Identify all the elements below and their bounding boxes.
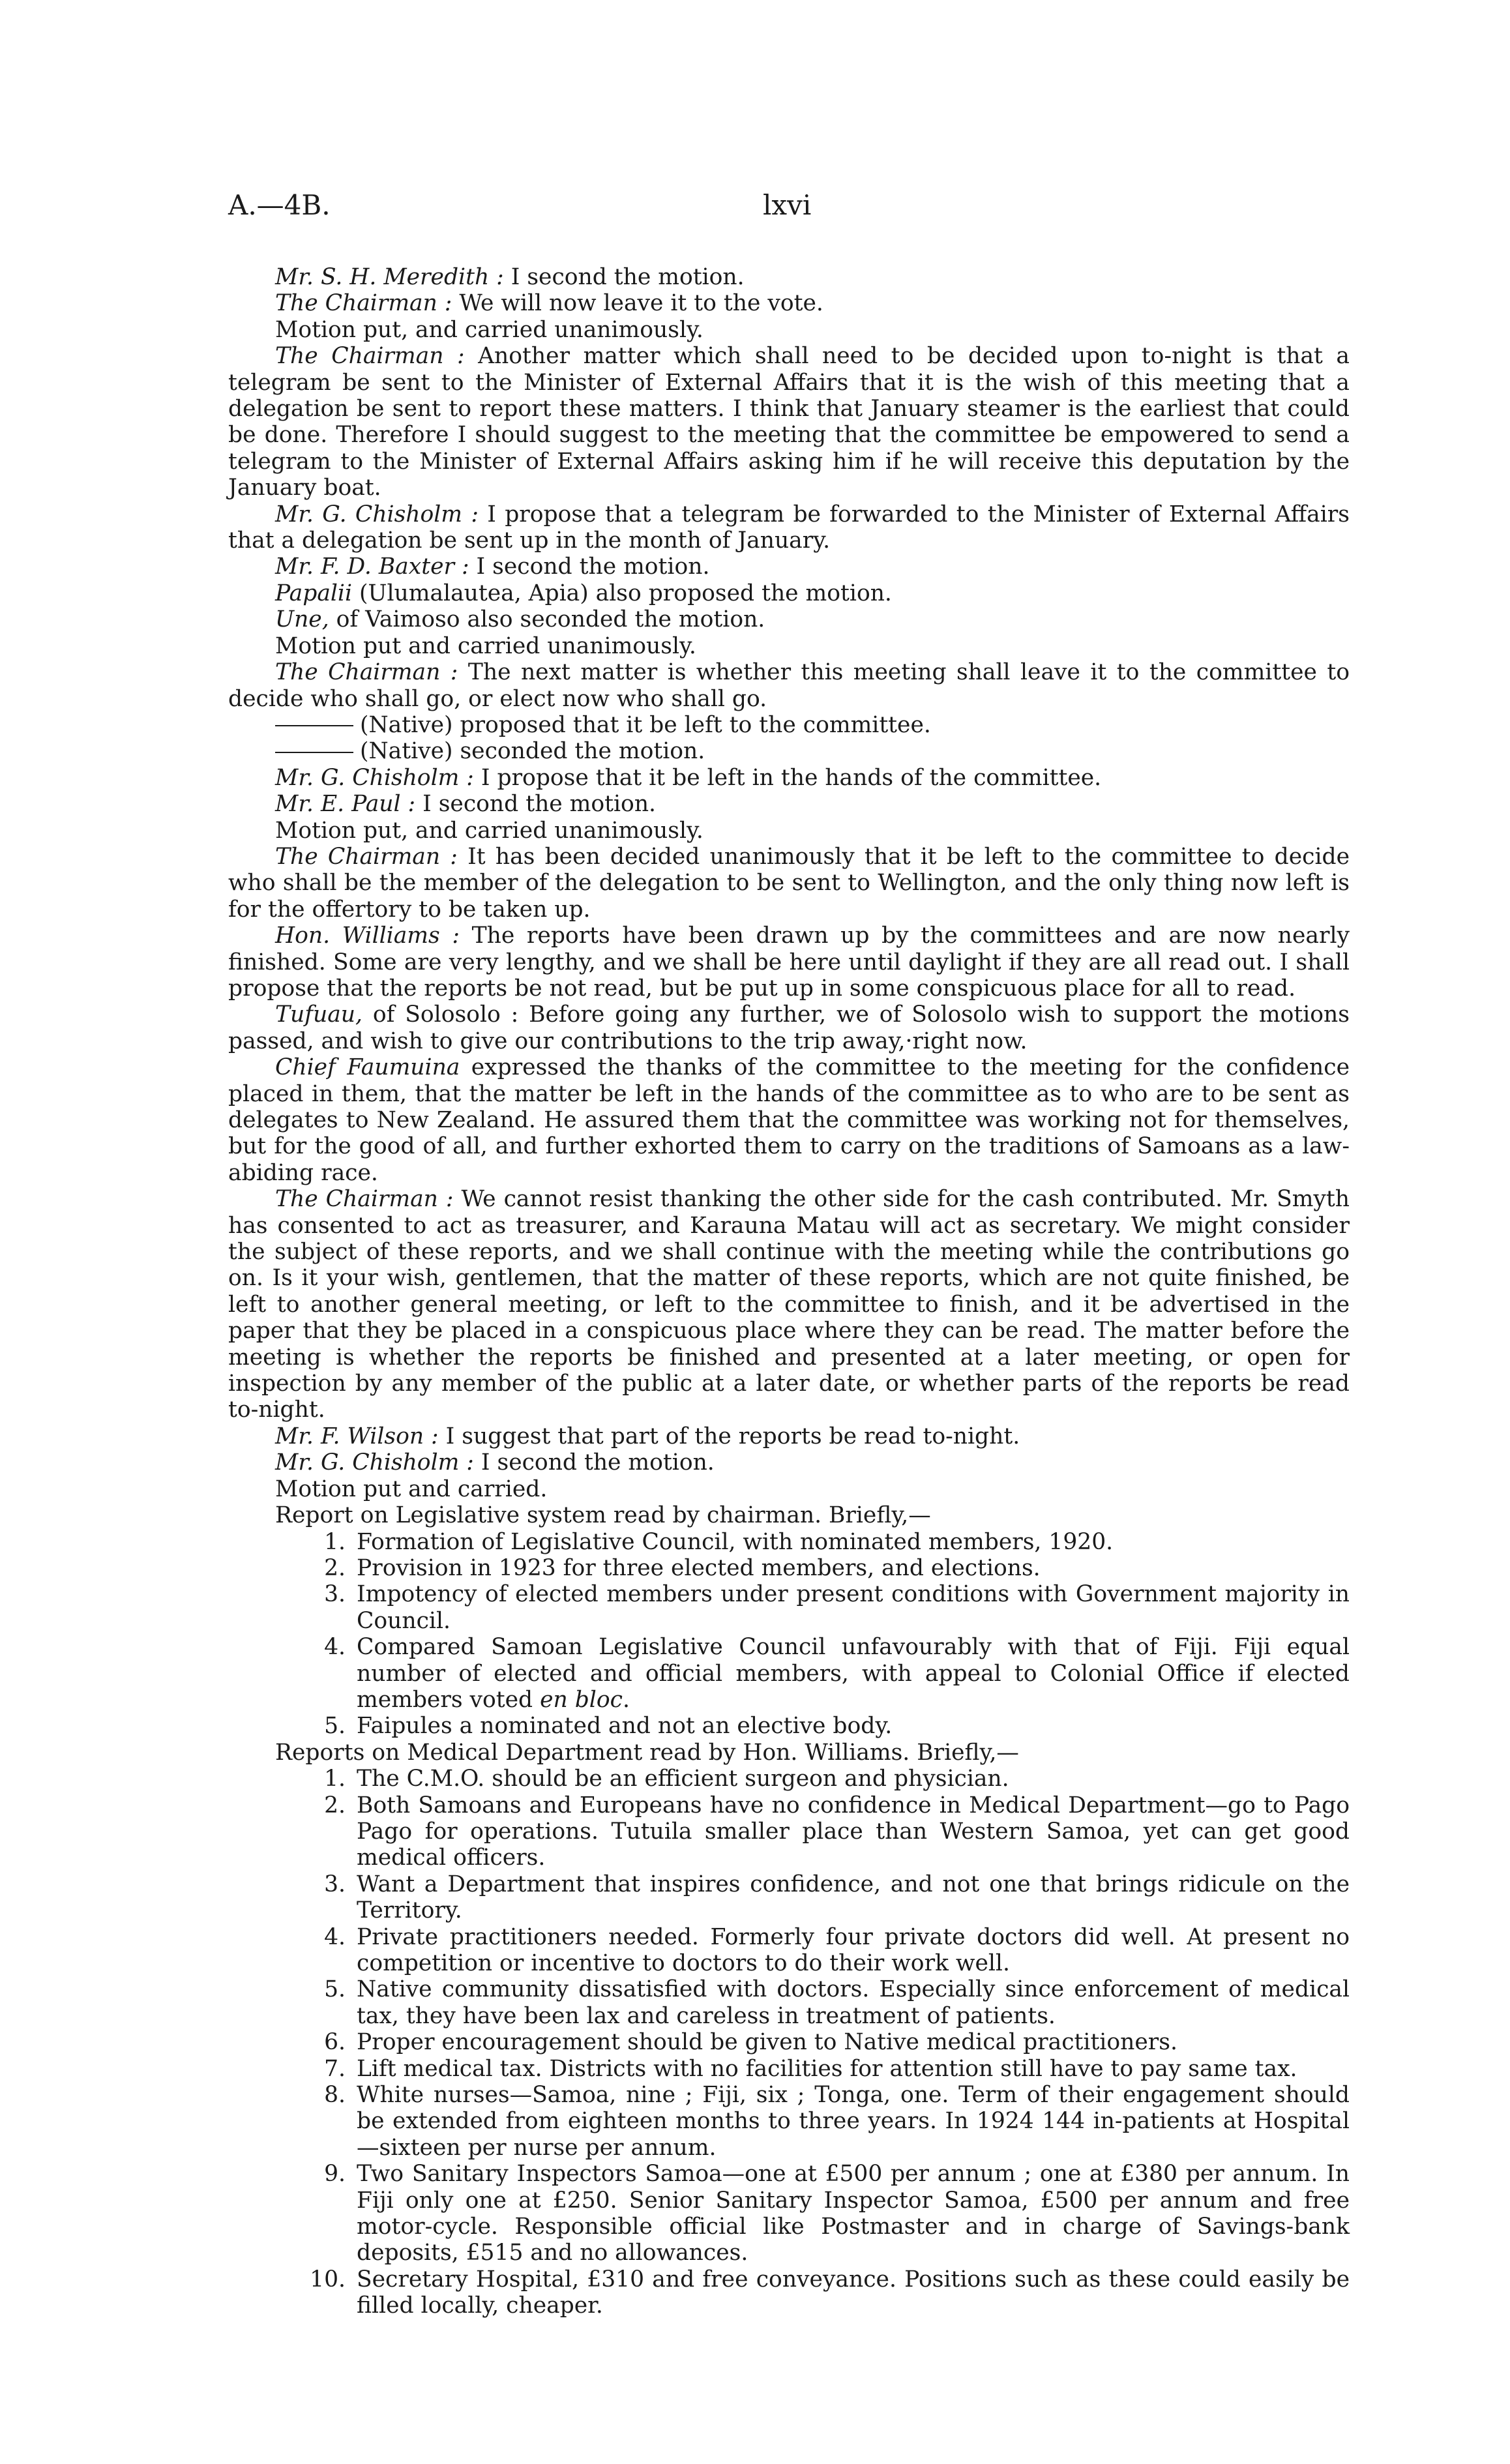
minutes-paragraph: [228, 923, 1350, 1002]
minutes-paragraph: [228, 343, 1350, 501]
item-number: 10.: [310, 2266, 346, 2293]
list-item: [228, 1871, 1350, 1924]
item-number: 3.: [324, 1871, 346, 1897]
paragraph-text: expressed the thanks of the committee to the meeting for the confidence placed in them, that the matter be left in the hands of the committee as to who are to be sent as delegates to New Zealand. He assured them that the committee was working not for themselves, but for the good of all, and further exhorted them to carry on the traditions of Samoans as a law-abiding race.: [228, 1054, 1350, 1186]
item-text: The C.M.O. should be an efficient surgeon and physician.: [357, 1766, 1009, 1792]
paragraph-text: I propose that it be left in the hands of the committee.: [473, 764, 1102, 791]
speaker-name: Mr. F. D. Baxter :: [275, 554, 469, 580]
minutes-paragraph: [228, 844, 1350, 923]
item-text: Want a Department that inspires confidence, and not one that brings ridicule on the Territory.: [357, 1871, 1350, 1924]
list-item: [228, 1634, 1350, 1713]
paragraph-text: of Vaimoso also seconded the motion.: [329, 606, 765, 633]
item-text: Formation of Legislative Council, with nominated members, 1920.: [357, 1528, 1114, 1555]
minutes-paragraph: [228, 501, 1350, 554]
speaker-name: Tufuau,: [275, 1002, 363, 1028]
item-text-tail: .: [622, 1686, 630, 1713]
minutes-paragraph: [228, 554, 1350, 580]
item-text: Lift medical tax. Districts with no facilities for attention still have to pay same tax.: [357, 2055, 1297, 2082]
item-text: White nurses—Samoa, nine ; Fiji, six ; Tonga, one. Term of their engagement should be extended from eighteen months to three years. In 1924 144 in-patients at Hospital—sixteen per nurse per annum.: [357, 2082, 1350, 2161]
list-item: [228, 1713, 1350, 1739]
item-number: 2.: [324, 1554, 346, 1581]
item-number: 5.: [324, 1713, 346, 1740]
legislative-report-list: [228, 1529, 1350, 1740]
minutes-paragraph: [228, 633, 1350, 659]
paragraph-text: I suggest that part of the reports be read to-night.: [438, 1423, 1020, 1449]
paragraph-text: Motion put and carried unanimously.: [275, 632, 696, 659]
speaker-name: Mr. G. Chisholm :: [275, 501, 479, 527]
body-text: [228, 264, 1350, 2319]
minutes-paragraph: [228, 317, 1350, 343]
list-item: [228, 2266, 1350, 2319]
list-item: [228, 2056, 1350, 2082]
list-item: [228, 1766, 1350, 1792]
speaker-name: The Chairman :: [275, 343, 465, 370]
paragraph-text: It has been decided unanimously that it be left to the committee to decide who shall be the member of the delegation to be sent to Wellington, and the only thing now left is for the offertory to be taken up.: [228, 843, 1350, 923]
item-text: Compared Samoan Legislative Council unfavourably with that of Fiji. Fiji equal number of elected and official members, with appeal to Colonial Office if elected members voted: [357, 1634, 1350, 1713]
minutes-paragraph: [228, 264, 1350, 290]
minutes-paragraph: [228, 290, 1350, 316]
list-item: [228, 1581, 1350, 1634]
item-text: Two Sanitary Inspectors Samoa—one at £500 per annum ; one at £380 per annum. In Fiji only one at £250. Senior Sanitary Inspector Samoa, £500 per annum and free motor-cycle. Responsible official like Postmaster and in charge of Savings-bank deposits, £515 and no allowances.: [357, 2161, 1350, 2266]
speaker-name: Chief Faumuina: [275, 1054, 460, 1081]
item-text: Both Samoans and Europeans have no confidence in Medical Department—go to Pago Pago for operations. Tutuila smaller place than Western Samoa, yet can get good medical officers.: [357, 1792, 1350, 1871]
paragraph-text: I second the motion.: [473, 1449, 715, 1476]
item-emphasis: en bloc: [540, 1686, 623, 1713]
item-text: Provision in 1923 for three elected members, and elections.: [357, 1554, 1041, 1581]
minutes-paragraph: [228, 606, 1350, 632]
minutes-paragraph: [228, 818, 1350, 844]
minutes-paragraph: [228, 1054, 1350, 1186]
speaker-name: Mr. F. Wilson :: [275, 1423, 439, 1449]
paragraph-text: The reports have been drawn up by the committees and are now nearly finished. Some are very lengthy, and we shall be here until daylight if they are all read out. I shall propose that the reports be not read, but be put up in some conspicuous place for all to read.: [228, 923, 1350, 1002]
list-item: [228, 2082, 1350, 2161]
item-text: Faipules a nominated and not an elective body.: [357, 1713, 893, 1740]
list-item: [228, 1555, 1350, 1581]
medical-report-intro: Reports on Medical Department read by Hon. Williams. Briefly,—: [275, 1739, 1019, 1766]
minutes-paragraph: [228, 738, 1350, 764]
list-item: [228, 1924, 1350, 1977]
speaker-name: The Chairman :: [275, 1186, 454, 1213]
item-text: Private practitioners needed. Formerly four private doctors did well. At present no competition or incentive to doctors to do their work well.: [357, 1923, 1350, 1976]
minutes-paragraph: [228, 659, 1350, 712]
minutes-paragraph: [228, 1186, 1350, 1423]
item-number: 7.: [324, 2055, 346, 2082]
paragraph-text: (Native) seconded the motion.: [360, 738, 705, 765]
speaker-name: Mr. G. Chisholm :: [275, 764, 474, 791]
medical-report-list: [228, 1766, 1350, 2319]
item-number: 8.: [324, 2082, 346, 2109]
paragraph-text: We will now leave it to the vote.: [452, 290, 823, 317]
paragraph-text: I second the motion.: [503, 264, 745, 290]
blank-name-line: [275, 725, 353, 726]
speaker-name: Hon. Williams :: [275, 923, 460, 949]
item-text: Impotency of elected members under present conditions with Government majority in Council.: [357, 1581, 1350, 1634]
item-number: 5.: [324, 1976, 346, 2003]
paragraph-text: I second the motion.: [415, 791, 657, 818]
speaker-name: Une,: [275, 606, 329, 633]
page-number: lxvi: [763, 189, 812, 221]
paragraph-text: I second the motion.: [469, 554, 710, 580]
blank-name-line: [275, 752, 353, 753]
minutes-paragraph: [228, 1449, 1350, 1476]
speaker-name: The Chairman :: [275, 659, 458, 686]
minutes-paragraphs: [228, 264, 1350, 1502]
speaker-name: Mr. S. H. Meredith :: [275, 264, 504, 290]
speaker-name: Mr. G. Chisholm :: [275, 1449, 474, 1476]
list-item: [228, 2029, 1350, 2055]
paragraph-text: We cannot resist thanking the other side for the cash contributed. Mr. Smyth has consented to act as treasurer, and Karauna Matau will act as secretary. We might consider the subject of these reports, and we shall continue with the meeting while the contributions go on. Is it your wish, gentlemen, that the matter of these reports, which are not quite finished, be left to another general meeting, or left to the committee to finish, and it be advertised in the paper that they be placed in a conspicuous place where they can be read. The matter before the meeting is whether the reports be finished and presented at a later meeting, or open for inspection by any member of the public at a later date, or whether parts of the reports be read to-night.: [228, 1186, 1350, 1423]
list-item: [228, 1976, 1350, 2029]
speaker-name: Mr. E. Paul :: [275, 791, 416, 818]
item-text: Secretary Hospital, £310 and free conveyance. Positions such as these could easily be filled locally, cheaper.: [357, 2266, 1350, 2319]
item-number: 4.: [324, 1634, 346, 1661]
paragraph-text: Motion put, and carried unanimously.: [275, 316, 703, 343]
paragraph-text: of Solosolo : Before going any further, we of Solosolo wish to support the motions passed, and wish to give our contributions to the trip away,·right now.: [228, 1002, 1350, 1054]
paragraph-text: Motion put and carried.: [275, 1476, 548, 1502]
paragraph-text: Another matter which shall need to be decided upon to-night is that a telegram be sent to the Minister of External Affairs that it is the wish of this meeting that a delegation be sent to report these matters. I think that January steamer is the earliest that could be done. Therefore I should suggest to the meeting that the committee be empowered to send a telegram to the Minister of External Affairs asking him if he will receive this deputation by the January boat.: [228, 343, 1350, 501]
minutes-paragraph: [228, 765, 1350, 791]
speaker-name: The Chairman :: [275, 843, 458, 870]
minutes-paragraph: [228, 1476, 1350, 1502]
paragraph-text: I propose that a telegram be forwarded to the Minister of External Affairs that a delegation be sent up in the month of January.: [228, 501, 1350, 554]
minutes-paragraph: [228, 1423, 1350, 1449]
list-item: [228, 2161, 1350, 2266]
minutes-paragraph: [228, 791, 1350, 817]
paragraph-text: (Ulumalautea, Apia) also proposed the motion.: [352, 580, 892, 606]
item-text: Proper encouragement should be given to Native medical practitioners.: [357, 2029, 1177, 2056]
paragraph-text: Motion put, and carried unanimously.: [275, 817, 703, 844]
item-text: Native community dissatisfied with doctors. Especially since enforcement of medical tax, they have been lax and careless in treatment of patients.: [357, 1976, 1350, 2029]
item-number: 2.: [324, 1792, 346, 1818]
page-header: [228, 189, 1363, 228]
legislative-report-intro: Report on Legislative system read by chairman. Briefly,—: [275, 1502, 931, 1529]
list-item: [228, 1529, 1350, 1555]
speaker-name: Papalii: [275, 580, 352, 606]
speaker-name: The Chairman :: [275, 290, 452, 317]
item-number: 4.: [324, 1923, 346, 1950]
item-number: 6.: [324, 2029, 346, 2056]
minutes-paragraph: [228, 1002, 1350, 1054]
minutes-paragraph: [228, 580, 1350, 606]
list-item: [228, 1792, 1350, 1871]
item-number: 1.: [324, 1766, 346, 1792]
minutes-paragraph: [228, 712, 1350, 738]
item-number: 1.: [324, 1528, 346, 1555]
paragraph-text: (Native) proposed that it be left to the committee.: [360, 711, 931, 738]
document-reference: A.—4B.: [228, 189, 331, 221]
item-number: 3.: [324, 1581, 346, 1608]
item-number: 9.: [324, 2161, 346, 2188]
paragraph-text: The next matter is whether this meeting shall leave it to the committee to decide who shall go, or elect now who shall go.: [228, 659, 1350, 712]
